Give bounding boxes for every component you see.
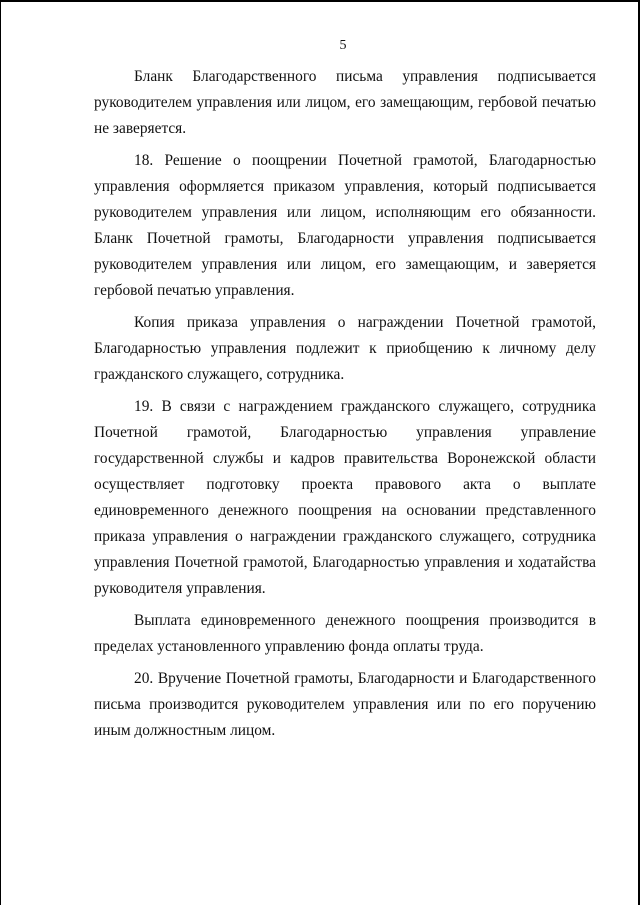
scan-edge-left xyxy=(0,0,1,905)
document-body xyxy=(94,64,596,750)
paragraph-payment-fund: Выплата единовременного денежного поощрения производится в пределах установленного управлению фонда оплаты труда. xyxy=(94,612,596,655)
paragraph-18-decision: 18. Решение о поощрении Почетной грамотой, Благодарностью управления оформляется приказом управления, который подписывается руководителем управления или лицом, исполняющим его обязанности. Бланк Почетной грамоты, Благодарности управления подписывается руководителем управления или лицом, его замещающим, и заверяется гербовой печатью управления. xyxy=(94,152,596,299)
paragraph-order-copy: Копия приказа управления о награждении Почетной грамотой, Благодарностью управления подлежит к приобщению к личному делу гражданского служащего, сотрудника. xyxy=(94,314,596,383)
paragraph-20-presentation: 20. Вручение Почетной грамоты, Благодарности и Благодарственного письма производится руководителем управления или по его поручению иным должностным лицом. xyxy=(94,670,596,739)
scan-edge-top xyxy=(0,0,640,2)
paragraph-19-payment-act: 19. В связи с награждением гражданского служащего, сотрудника Почетной грамотой, Благодарностью управления управление государственной службы и кадров правительства Воронежской области осуществляет подготовку проекта правового акта о выплате единовременного денежного поощрения на основании представленного приказа управления о награждении гражданского служащего, сотрудника управления Почетной грамотой, Благодарностью управления и ходатайства руководителя управления. xyxy=(94,398,596,597)
paragraph-blank-signing: Бланк Благодарственного письма управления подписывается руководителем управления или лицом, его замещающим, гербовой печатью не заверяется. xyxy=(94,68,596,137)
page-number: 5 xyxy=(339,38,347,53)
